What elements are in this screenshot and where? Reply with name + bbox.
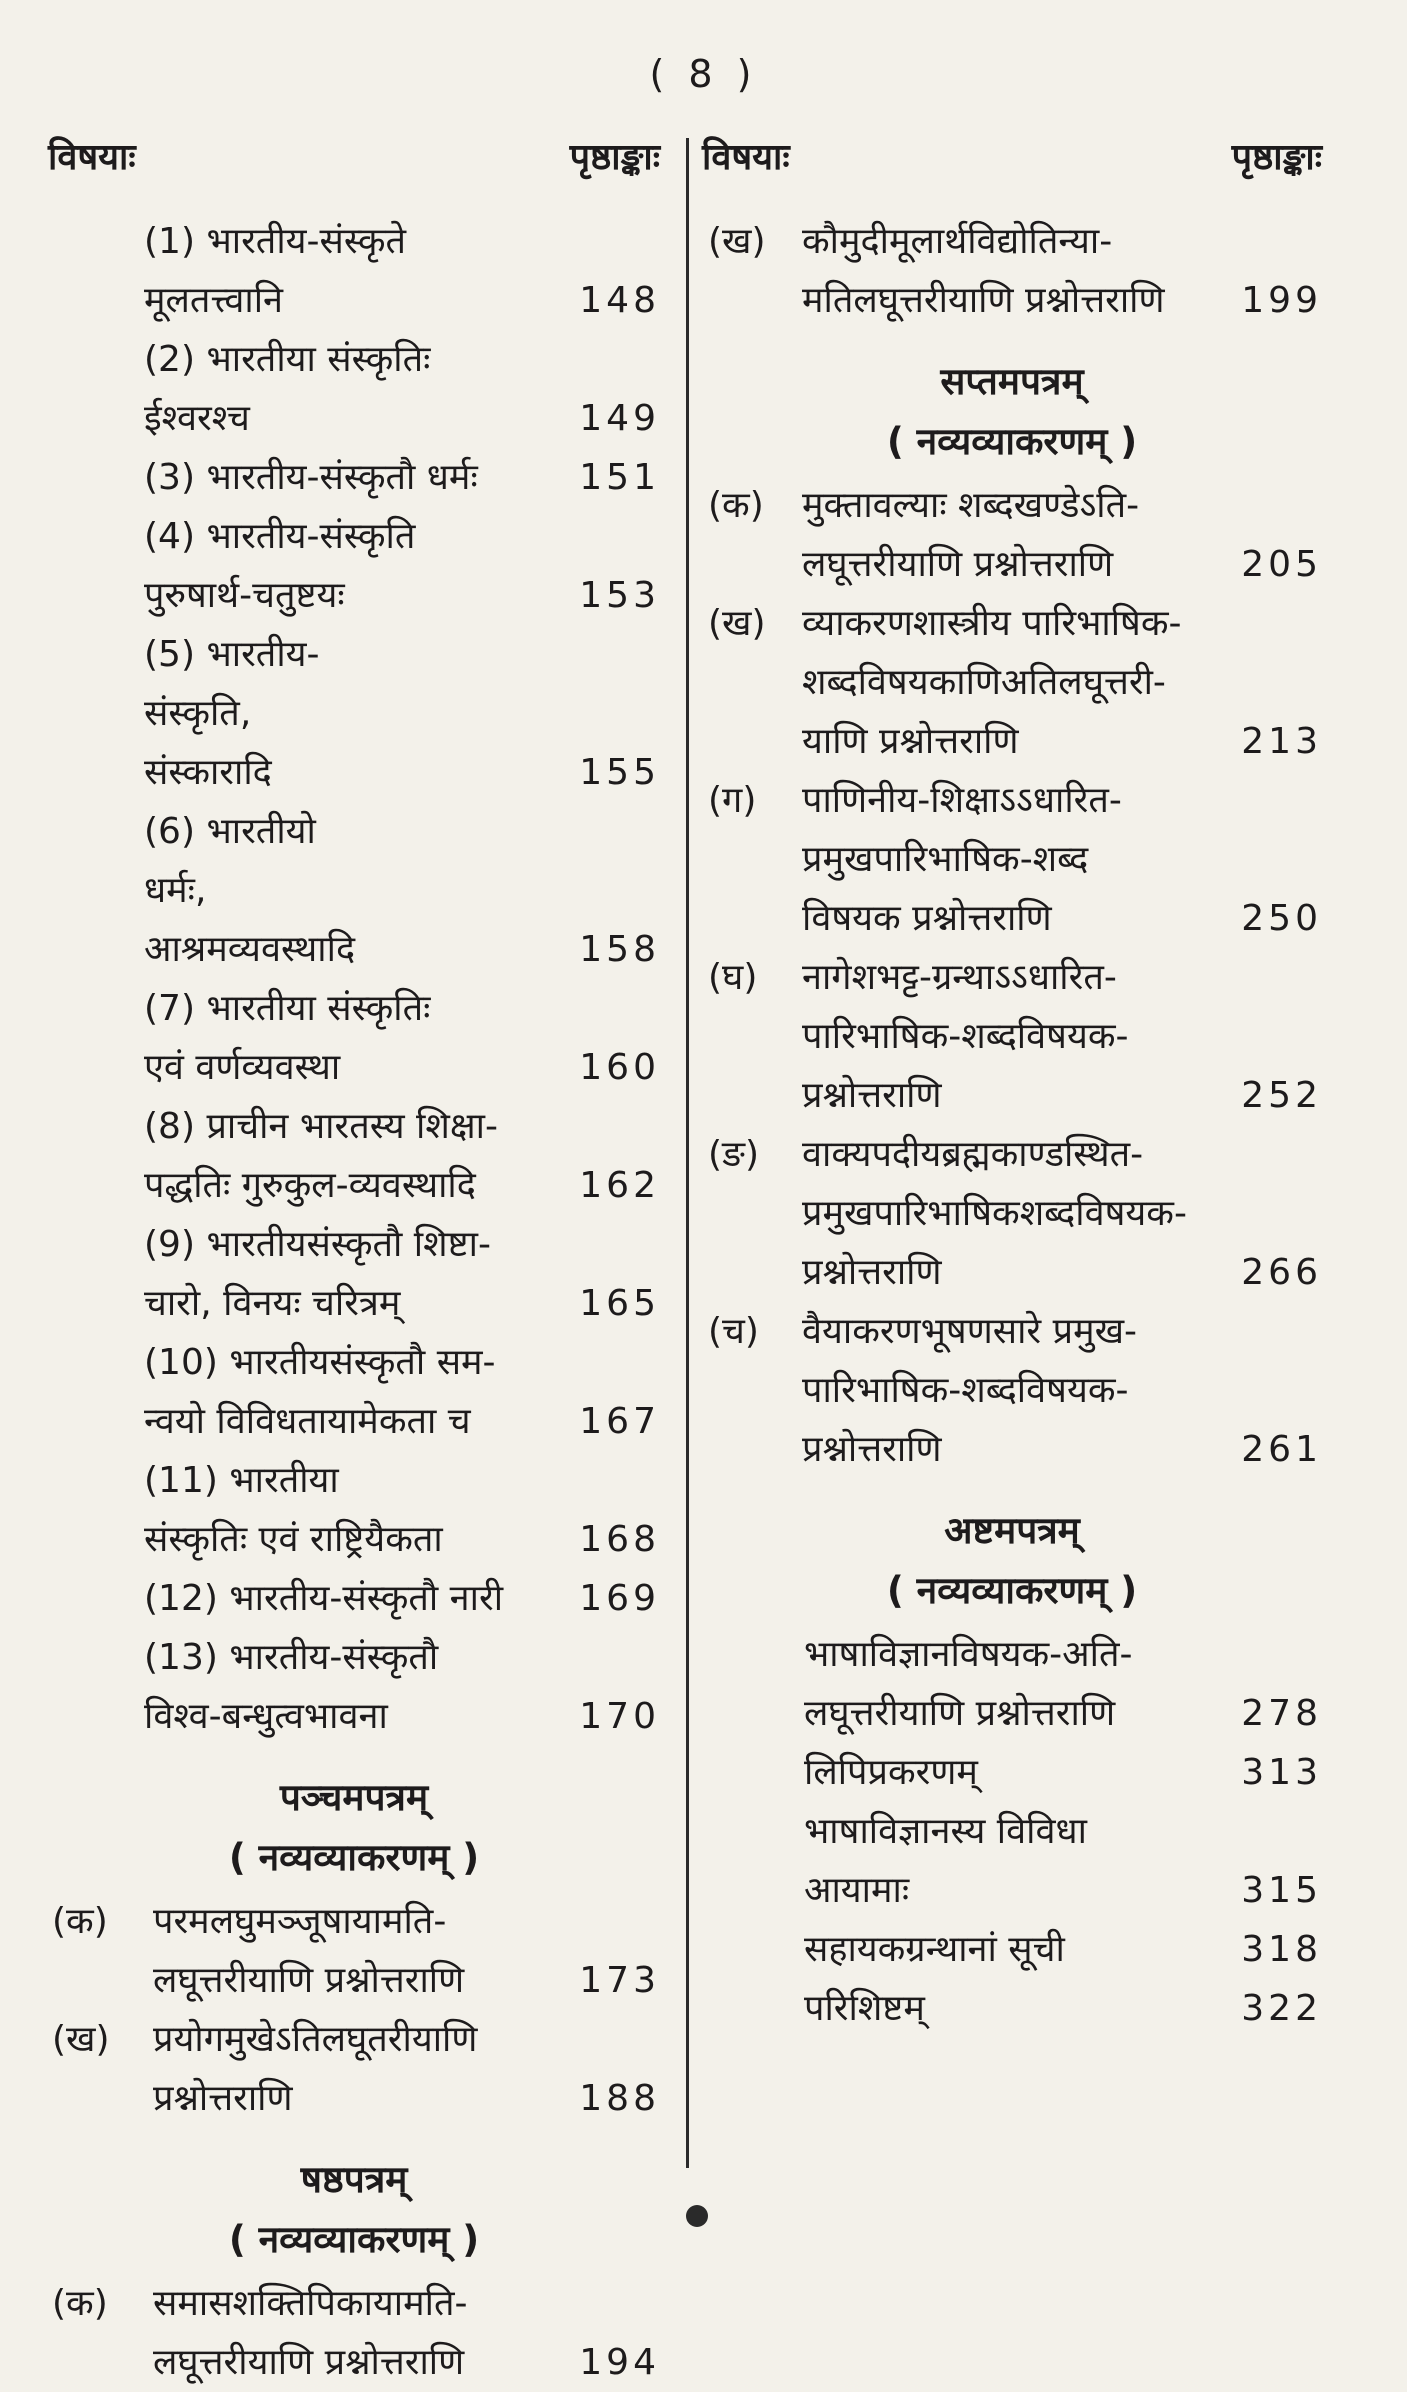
left-column — [48, 128, 660, 2392]
toc-entry[interactable] — [702, 1802, 1322, 1920]
entry-title: वाक्यपदीयब्रह्मकाण्डस्थित-प्रमुखपारिभाषिकशब्दविषयक-प्रश्नोत्तराणि — [802, 1134, 1187, 1293]
toc-entry[interactable] — [48, 448, 660, 507]
toc-entry[interactable] — [48, 1569, 660, 1628]
toc-entry[interactable] — [702, 1743, 1322, 1802]
entry-page-number: 261 — [1241, 1429, 1322, 1470]
entry-page-number: 168 — [579, 1519, 660, 1560]
section-subtitle: ( नव्यव्याकरणम् ) — [886, 1569, 1138, 1612]
entry-label: (घ) — [708, 957, 758, 998]
entry-page-number: 250 — [1241, 898, 1322, 939]
entry-page-number: 199 — [1241, 280, 1322, 321]
toc-entry[interactable] — [48, 507, 660, 625]
entry-page-number: 170 — [579, 1696, 660, 1737]
entry-page-number: 155 — [579, 752, 660, 793]
entry-title: समासशक्तिपिकायामति-लघूत्तरीयाणि प्रश्नोत्तराणि — [153, 2283, 468, 2383]
page-heading: पृष्ठाङ्काः — [1231, 137, 1322, 178]
entry-title: भाषाविज्ञानस्य विविधा आयामाः — [804, 1811, 1087, 1911]
entry-title: वैयाकरणभूषणसारे प्रमुख-पारिभाषिक-शब्दविषयक-प्रश्नोत्तराणि — [802, 1311, 1138, 1470]
toc-entry[interactable] — [48, 979, 660, 1097]
right-header — [702, 128, 1322, 212]
entry-title: लिपिप्रकरणम् — [804, 1752, 978, 1793]
entry-page-number: 205 — [1241, 544, 1322, 585]
entry-title: (4) भारतीय-संस्कृति पुरुषार्थ-चतुष्टयः — [144, 516, 416, 616]
entry-page-number: 194 — [579, 2342, 660, 2383]
toc-entry[interactable] — [702, 1302, 1322, 1479]
toc-entry[interactable] — [702, 771, 1322, 948]
subject-heading: विषयाः — [48, 137, 136, 178]
entry-title: (7) भारतीया संस्कृतिः एवं वर्णव्यवस्था — [144, 988, 431, 1088]
entry-page-number: 160 — [579, 1047, 660, 1088]
toc-entry[interactable] — [48, 1333, 660, 1451]
entry-page-number: 169 — [579, 1578, 660, 1619]
section-sixth-heading — [48, 2150, 660, 2270]
toc-entry[interactable] — [48, 1628, 660, 1746]
toc-entry[interactable] — [702, 1979, 1322, 2038]
section-title: षष्ठपत्रम् — [300, 2158, 408, 2201]
page-number: ( 8 ) — [649, 52, 758, 96]
toc-entry[interactable] — [48, 1215, 660, 1333]
entry-page-number: 167 — [579, 1401, 660, 1442]
right-column — [702, 128, 1322, 2038]
entry-page-number: 148 — [579, 280, 660, 321]
section-eighth-heading — [702, 1501, 1322, 1621]
section-fifth-heading — [48, 1768, 660, 1888]
section-subtitle: ( नव्यव्याकरणम् ) — [228, 1836, 480, 1879]
section-title: पञ्चमपत्रम् — [279, 1776, 429, 1819]
entry-title: परिशिष्टम् — [804, 1988, 925, 2029]
entry-label: (क) — [708, 485, 764, 526]
toc-entry[interactable] — [702, 1920, 1322, 1979]
entry-label: (च) — [708, 1311, 759, 1352]
left-header — [48, 128, 660, 212]
toc-entry[interactable] — [702, 1625, 1322, 1743]
entry-title: (9) भारतीयसंस्कृतौ शिष्टा-चारो, विनयः चरित्रम् — [144, 1224, 491, 1324]
toc-entry[interactable] — [702, 948, 1322, 1125]
section-subtitle: ( नव्यव्याकरणम् ) — [886, 420, 1138, 463]
entry-page-number: 162 — [579, 1165, 660, 1206]
entry-title: (3) भारतीय-संस्कृतौ धर्मः — [144, 457, 478, 498]
entry-label: (ङ) — [708, 1134, 760, 1175]
page-dot — [686, 2205, 708, 2227]
entry-title: (8) प्राचीन भारतस्य शिक्षा-पद्धतिः गुरुकुल-व्यवस्थादि — [144, 1106, 498, 1206]
entry-label: (ग) — [708, 780, 757, 821]
toc-entry[interactable] — [48, 1892, 660, 2010]
entry-title: सहायकग्रन्थानां सूची — [804, 1929, 1065, 1970]
entry-page-number: 151 — [579, 457, 660, 498]
entry-title: (13) भारतीय-संस्कृतौ विश्व-बन्धुत्वभावना — [144, 1637, 439, 1737]
entry-title: (12) भारतीय-संस्कृतौ नारी — [144, 1578, 504, 1619]
entry-page-number: 252 — [1241, 1075, 1322, 1116]
entry-title: (5) भारतीय-संस्कृति, संस्कारादि — [144, 634, 320, 793]
toc-entry[interactable] — [48, 1097, 660, 1215]
entry-label: (ख) — [708, 221, 766, 262]
entry-label: (ख) — [708, 603, 766, 644]
entry-title: (11) भारतीया संस्कृतिः एवं राष्ट्रियैकता — [144, 1460, 443, 1560]
entry-page-number: 278 — [1241, 1693, 1322, 1734]
entry-title: नागेशभट्ट-ग्रन्थाऽऽधारित-पारिभाषिक-शब्दविषयक-प्रश्नोत्तराणि — [802, 957, 1129, 1116]
toc-entry[interactable] — [48, 212, 660, 330]
entry-title: भाषाविज्ञानविषयक-अति-लघूत्तरीयाणि प्रश्नोत्तराणि — [804, 1634, 1133, 1734]
entry-page-number: 266 — [1241, 1252, 1322, 1293]
entry-page-number: 322 — [1241, 1988, 1322, 2029]
entry-label: (क) — [52, 1901, 108, 1942]
toc-entry[interactable] — [702, 212, 1322, 330]
toc-entry[interactable] — [48, 802, 660, 979]
subject-heading: विषयाः — [702, 137, 790, 178]
entry-page-number: 313 — [1241, 1752, 1322, 1793]
page-heading: पृष्ठाङ्काः — [569, 137, 660, 178]
entry-page-number: 153 — [579, 575, 660, 616]
entry-page-number: 158 — [579, 929, 660, 970]
entry-title: (10) भारतीयसंस्कृतौ सम-न्वयो विविधतायामेकता च — [144, 1342, 496, 1442]
entry-label: (क) — [52, 2283, 108, 2324]
toc-entry[interactable] — [48, 330, 660, 448]
section-seventh-heading — [702, 352, 1322, 472]
toc-entry[interactable] — [48, 2274, 660, 2392]
entry-title: प्रयोगमुखेऽतिलघूतरीयाणि प्रश्नोत्तराणि — [153, 2019, 478, 2119]
entry-label: (ख) — [52, 2019, 110, 2060]
section-subtitle: ( नव्यव्याकरणम् ) — [228, 2218, 480, 2261]
entry-title: पाणिनीय-शिक्षाऽऽधारित-प्रमुखपारिभाषिक-शब्द विषयक प्रश्नोत्तराणि — [802, 780, 1122, 939]
entry-page-number: 213 — [1241, 721, 1322, 762]
entry-title: परमलघुमञ्जूषायामति-लघूत्तरीयाणि प्रश्नोत्तराणि — [153, 1901, 465, 2001]
entry-title: (1) भारतीय-संस्कृते मूलतत्त्वानि — [144, 221, 407, 321]
entry-page-number: 315 — [1241, 1870, 1322, 1911]
toc-entry[interactable] — [48, 625, 660, 802]
entry-title: (2) भारतीया संस्कृतिः ईश्वरश्च — [144, 339, 431, 439]
toc-entry[interactable] — [702, 476, 1322, 594]
section-title: सप्तमपत्रम् — [940, 360, 1084, 403]
entry-page-number: 149 — [579, 398, 660, 439]
entry-page-number: 173 — [579, 1960, 660, 2001]
entry-title: मुक्तावल्याः शब्दखण्डेऽति-लघूत्तरीयाणि प्रश्नोत्तराणि — [802, 485, 1140, 585]
toc-entry[interactable] — [48, 2010, 660, 2128]
toc-entry[interactable] — [702, 594, 1322, 771]
entry-page-number: 188 — [579, 2078, 660, 2119]
toc-entry[interactable] — [702, 1125, 1322, 1302]
entry-title: (6) भारतीयो धर्मः, आश्रमव्यवस्थादि — [144, 811, 356, 970]
toc-entry[interactable] — [48, 1451, 660, 1569]
entry-page-number: 318 — [1241, 1929, 1322, 1970]
section-title: अष्टमपत्रम् — [944, 1509, 1080, 1552]
entry-title: व्याकरणशास्त्रीय पारिभाषिक-शब्दविषयकाणिअतिलघूत्तरी-याणि प्रश्नोत्तराणि — [802, 603, 1182, 762]
entry-title: कौमुदीमूलार्थविद्योतिन्या-मतिलघूत्तरीयाणि प्रश्नोत्तराणि — [802, 221, 1165, 321]
entry-page-number: 165 — [579, 1283, 660, 1324]
column-divider — [686, 138, 689, 2168]
